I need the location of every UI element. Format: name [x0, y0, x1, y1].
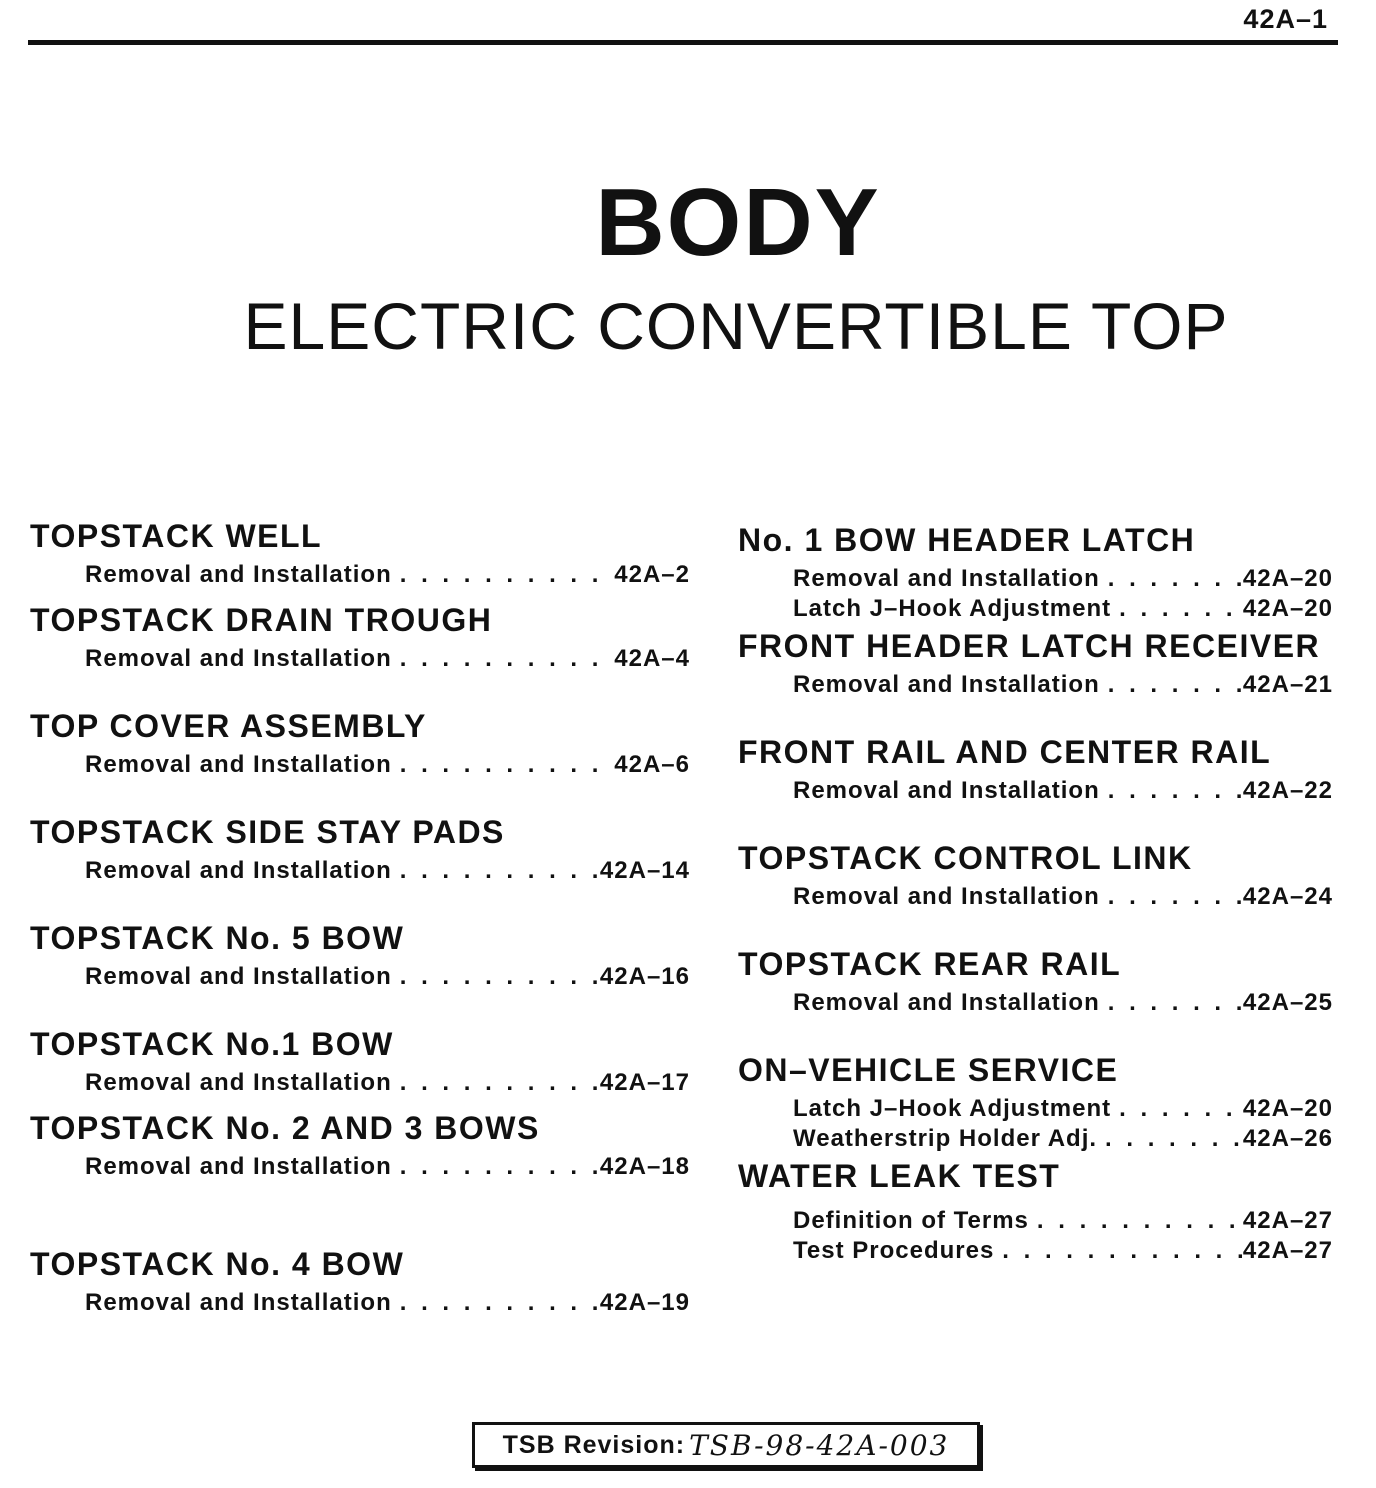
toc-entry [793, 882, 1333, 912]
dot-leader [1100, 776, 1243, 806]
toc-entry [793, 564, 1333, 594]
dot-leader [392, 962, 600, 992]
toc-section [30, 598, 700, 674]
dot-leader [1111, 1094, 1243, 1124]
dot-leader [994, 1236, 1243, 1266]
toc-section [738, 1154, 1348, 1266]
entry-page: 42A–20 [1242, 1095, 1333, 1122]
entry-page: 42A–16 [599, 963, 690, 990]
toc-right-column [738, 518, 1348, 1266]
tsb-value: TSB-98-42A-003 [689, 1428, 950, 1462]
toc-section [30, 916, 700, 992]
toc-entry [85, 560, 690, 590]
toc-entry [793, 594, 1333, 624]
toc-entry [793, 1206, 1333, 1236]
entry-page: 42A–26 [1242, 1125, 1333, 1152]
entry-label: Removal and Installation [793, 777, 1100, 804]
page-subtitle: ELECTRIC CONVERTIBLE TOP [243, 289, 1229, 363]
entry-page: 42A–17 [599, 1069, 690, 1096]
page-number: 42A–1 [1243, 4, 1328, 34]
toc-section [30, 1242, 700, 1318]
entry-label: Removal and Installation [85, 857, 392, 884]
section-heading: TOPSTACK REAR RAIL [738, 946, 1122, 982]
entry-label: Definition of Terms [793, 1207, 1029, 1234]
entry-label: Removal and Installation [793, 565, 1100, 592]
toc-entry [85, 1288, 690, 1318]
dot-leader [1100, 670, 1243, 700]
page-title: BODY [595, 169, 881, 276]
toc-section [738, 942, 1348, 1018]
toc-entry [85, 962, 690, 992]
toc-section [30, 1022, 700, 1098]
entry-label: Removal and Installation [793, 883, 1100, 910]
toc-section [30, 810, 700, 886]
dot-leader [1100, 564, 1243, 594]
entry-page: 42A–14 [599, 857, 690, 884]
section-heading: WATER LEAK TEST [738, 1158, 1061, 1194]
dot-leader [1029, 1206, 1243, 1236]
dot-leader [392, 1288, 600, 1318]
entry-label: Weatherstrip Holder Adj. [793, 1125, 1098, 1152]
entry-page: 42A–20 [1242, 595, 1333, 622]
dot-leader [1100, 882, 1243, 912]
section-heading: TOPSTACK SIDE STAY PADS [30, 814, 505, 850]
entry-label: Removal and Installation [85, 1289, 392, 1316]
tsb-label: TSB Revision: [502, 1430, 686, 1459]
entry-page: 42A–19 [599, 1289, 690, 1316]
toc-entry [793, 1236, 1333, 1266]
dot-leader [1100, 988, 1243, 1018]
toc-section [30, 514, 700, 590]
dot-leader [392, 560, 615, 590]
section-heading: No. 1 BOW HEADER LATCH [738, 522, 1196, 558]
dot-leader [392, 1068, 600, 1098]
toc-entry [85, 1152, 690, 1182]
entry-page: 42A–27 [1242, 1237, 1333, 1264]
dot-leader [392, 750, 615, 780]
entry-page: 42A–24 [1242, 883, 1333, 910]
section-heading: ON–VEHICLE SERVICE [738, 1052, 1119, 1088]
toc-entry [793, 670, 1333, 700]
section-heading: TOP COVER ASSEMBLY [30, 708, 427, 744]
section-heading: TOPSTACK No.1 BOW [30, 1026, 394, 1062]
section-heading: TOPSTACK WELL [30, 518, 323, 554]
section-heading: TOPSTACK No. 2 AND 3 BOWS [30, 1110, 540, 1146]
entry-page: 42A–25 [1242, 989, 1333, 1016]
toc-left-column [30, 514, 700, 1318]
dot-leader [1111, 594, 1243, 624]
toc-entry [793, 988, 1333, 1018]
section-heading: TOPSTACK No. 5 BOW [30, 920, 405, 956]
entry-page: 42A–20 [1242, 565, 1333, 592]
dot-leader [392, 1152, 600, 1182]
toc-entry [793, 776, 1333, 806]
entry-label: Test Procedures [793, 1237, 995, 1264]
entry-label: Latch J–Hook Adjustment [793, 1095, 1112, 1122]
entry-page: 42A–18 [599, 1153, 690, 1180]
dot-leader [392, 644, 615, 674]
toc-section [30, 1106, 700, 1182]
section-heading: TOPSTACK DRAIN TROUGH [30, 602, 493, 638]
entry-page: 42A–27 [1242, 1207, 1333, 1234]
entry-page: 42A–6 [614, 751, 690, 778]
entry-page: 42A–2 [614, 561, 690, 588]
dot-leader [1097, 1124, 1243, 1154]
toc-entry [85, 750, 690, 780]
entry-page: 42A–4 [614, 645, 690, 672]
toc-entry [793, 1094, 1333, 1124]
tsb-revision-box [472, 1422, 980, 1468]
toc-entry [85, 856, 690, 886]
toc-entry [85, 1068, 690, 1098]
toc-section [30, 704, 700, 780]
section-heading: TOPSTACK No. 4 BOW [30, 1246, 405, 1282]
toc-entry [793, 1124, 1333, 1154]
toc-section [738, 730, 1348, 806]
toc-section [738, 518, 1348, 624]
dot-leader [392, 856, 600, 886]
entry-label: Removal and Installation [85, 751, 392, 778]
entry-label: Removal and Installation [85, 1153, 392, 1180]
section-heading: TOPSTACK CONTROL LINK [738, 840, 1193, 876]
entry-label: Removal and Installation [85, 645, 392, 672]
toc-entry [85, 644, 690, 674]
toc-section [738, 836, 1348, 912]
entry-label: Removal and Installation [793, 989, 1100, 1016]
entry-page: 42A–22 [1242, 777, 1333, 804]
entry-label: Removal and Installation [793, 671, 1100, 698]
entry-page: 42A–21 [1242, 671, 1333, 698]
toc-section [738, 624, 1348, 700]
section-heading: FRONT RAIL AND CENTER RAIL [738, 734, 1272, 770]
toc-section [738, 1048, 1348, 1154]
entry-label: Removal and Installation [85, 963, 392, 990]
entry-label: Removal and Installation [85, 561, 392, 588]
entry-label: Latch J–Hook Adjustment [793, 595, 1112, 622]
entry-label: Removal and Installation [85, 1069, 392, 1096]
top-rule [28, 40, 1338, 45]
section-heading: FRONT HEADER LATCH RECEIVER [738, 628, 1321, 664]
